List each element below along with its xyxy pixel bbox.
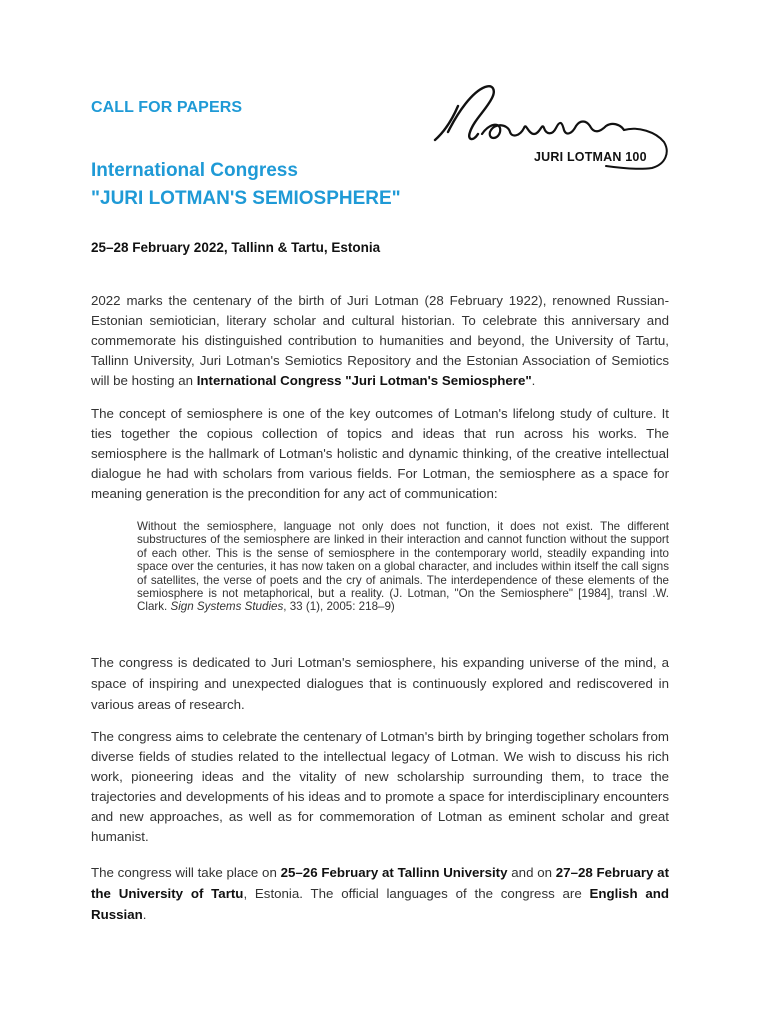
lotman-100-logo <box>430 82 680 182</box>
logo-caption: JURI LOTMAN 100 <box>534 150 647 164</box>
paragraph-intro-end: . <box>531 373 536 388</box>
quote-text: Without the semiosphere, language not only does not function, it does not exist. The different substructures of the semiosphere are linked in their interaction and cannot function without the support of each other. This is the sense of semiosphere in the contemporary world, steadily expanding into space over the centuries, it has now taken on a global character, and includes within itself the call signs of satellites, the verse of poets and the cry of animals. The interdependence of these elements of the semiosphere is not metaphorical, but a reality. (J. Lotman, "On the Semiosphere" [1984], transl .W. Clark. <box>137 520 669 614</box>
languages-bold: English and Russian <box>91 886 669 922</box>
paragraph-intro <box>91 291 669 391</box>
venues-text-2: and on <box>507 865 556 880</box>
paragraph-aims <box>91 727 669 847</box>
congress-title <box>91 157 401 213</box>
paragraph-dedication-text: The congress is dedicated to Juri Lotman's semiosphere, his expanding universe of the mind, a space of inspiring and unexpected dialogues that is continuously explored and rediscovered in various areas of research. <box>91 655 669 712</box>
event-dates: 25–28 February 2022, Tallinn & Tartu, Estonia <box>91 240 381 255</box>
call-for-papers-label: CALL FOR PAPERS <box>91 99 243 116</box>
venues-text-4: . <box>142 907 147 922</box>
paragraph-venues <box>91 862 669 925</box>
quote-source-end: , 33 (1), 2005: 218–9) <box>283 600 395 614</box>
quote-source-journal: Sign Systems Studies <box>170 600 284 614</box>
paragraph-aims-text: The congress aims to celebrate the centenary of Lotman's birth by bringing together scholars from diverse fields of studies related to the intellectual legacy of Lotman. We wish to discuss his rich work, pioneering ideas and the vitality of new scholarship surrounding them, to trace the trajectories and developments of his ideas and to promote a space for interdisciplinary encounters and new approaches, as well as for commemoration of Lotman as eminent scholar and great humanist. <box>91 729 669 844</box>
congress-name-bold: International Congress "Juri Lotman's Semiosphere" <box>196 373 532 388</box>
venues-text-3: , Estonia. The official languages of the congress are <box>243 886 590 901</box>
lotman-quote <box>137 520 669 614</box>
paragraph-dedication <box>91 652 669 715</box>
congress-title-line2: "JURI LOTMAN'S SEMIOSPHERE" <box>91 188 401 209</box>
congress-title-line1: International Congress <box>91 160 298 181</box>
paragraph-semiosphere-concept <box>91 404 669 504</box>
paragraph-intro-text: 2022 marks the centenary of the birth of Juri Lotman (28 February 1922), renowned Russian-Estonian semiotician, literary scholar and cultural historian. To celebrate this anniversary and commemorate his distinguished contribution to humanities and beyond, the University of Tartu, Tallinn University, Juri Lotman's Semiotics Repository and the Estonian Association of Semiotics will be hosting an <box>91 293 669 388</box>
venues-text-1: The congress will take place on <box>91 865 281 880</box>
lotman-signature-icon <box>430 82 680 182</box>
paragraph-semiosphere-concept-text: The concept of semiosphere is one of the key outcomes of Lotman's lifelong study of culture. It ties together the copious collection of topics and ideas that run across his works. The semiosphere is the hallmark of Lotman's holistic and dynamic thinking, of the creative intellectual dialogue he had with scholars from various fields. For Lotman, the semiosphere as a space for meaning generation is the precondition for any act of communication: <box>91 406 669 501</box>
tallinn-dates-bold: 25–26 February at Tallinn University <box>280 865 508 880</box>
tartu-dates-bold: 27–28 February at the University of Tartu <box>91 865 670 901</box>
